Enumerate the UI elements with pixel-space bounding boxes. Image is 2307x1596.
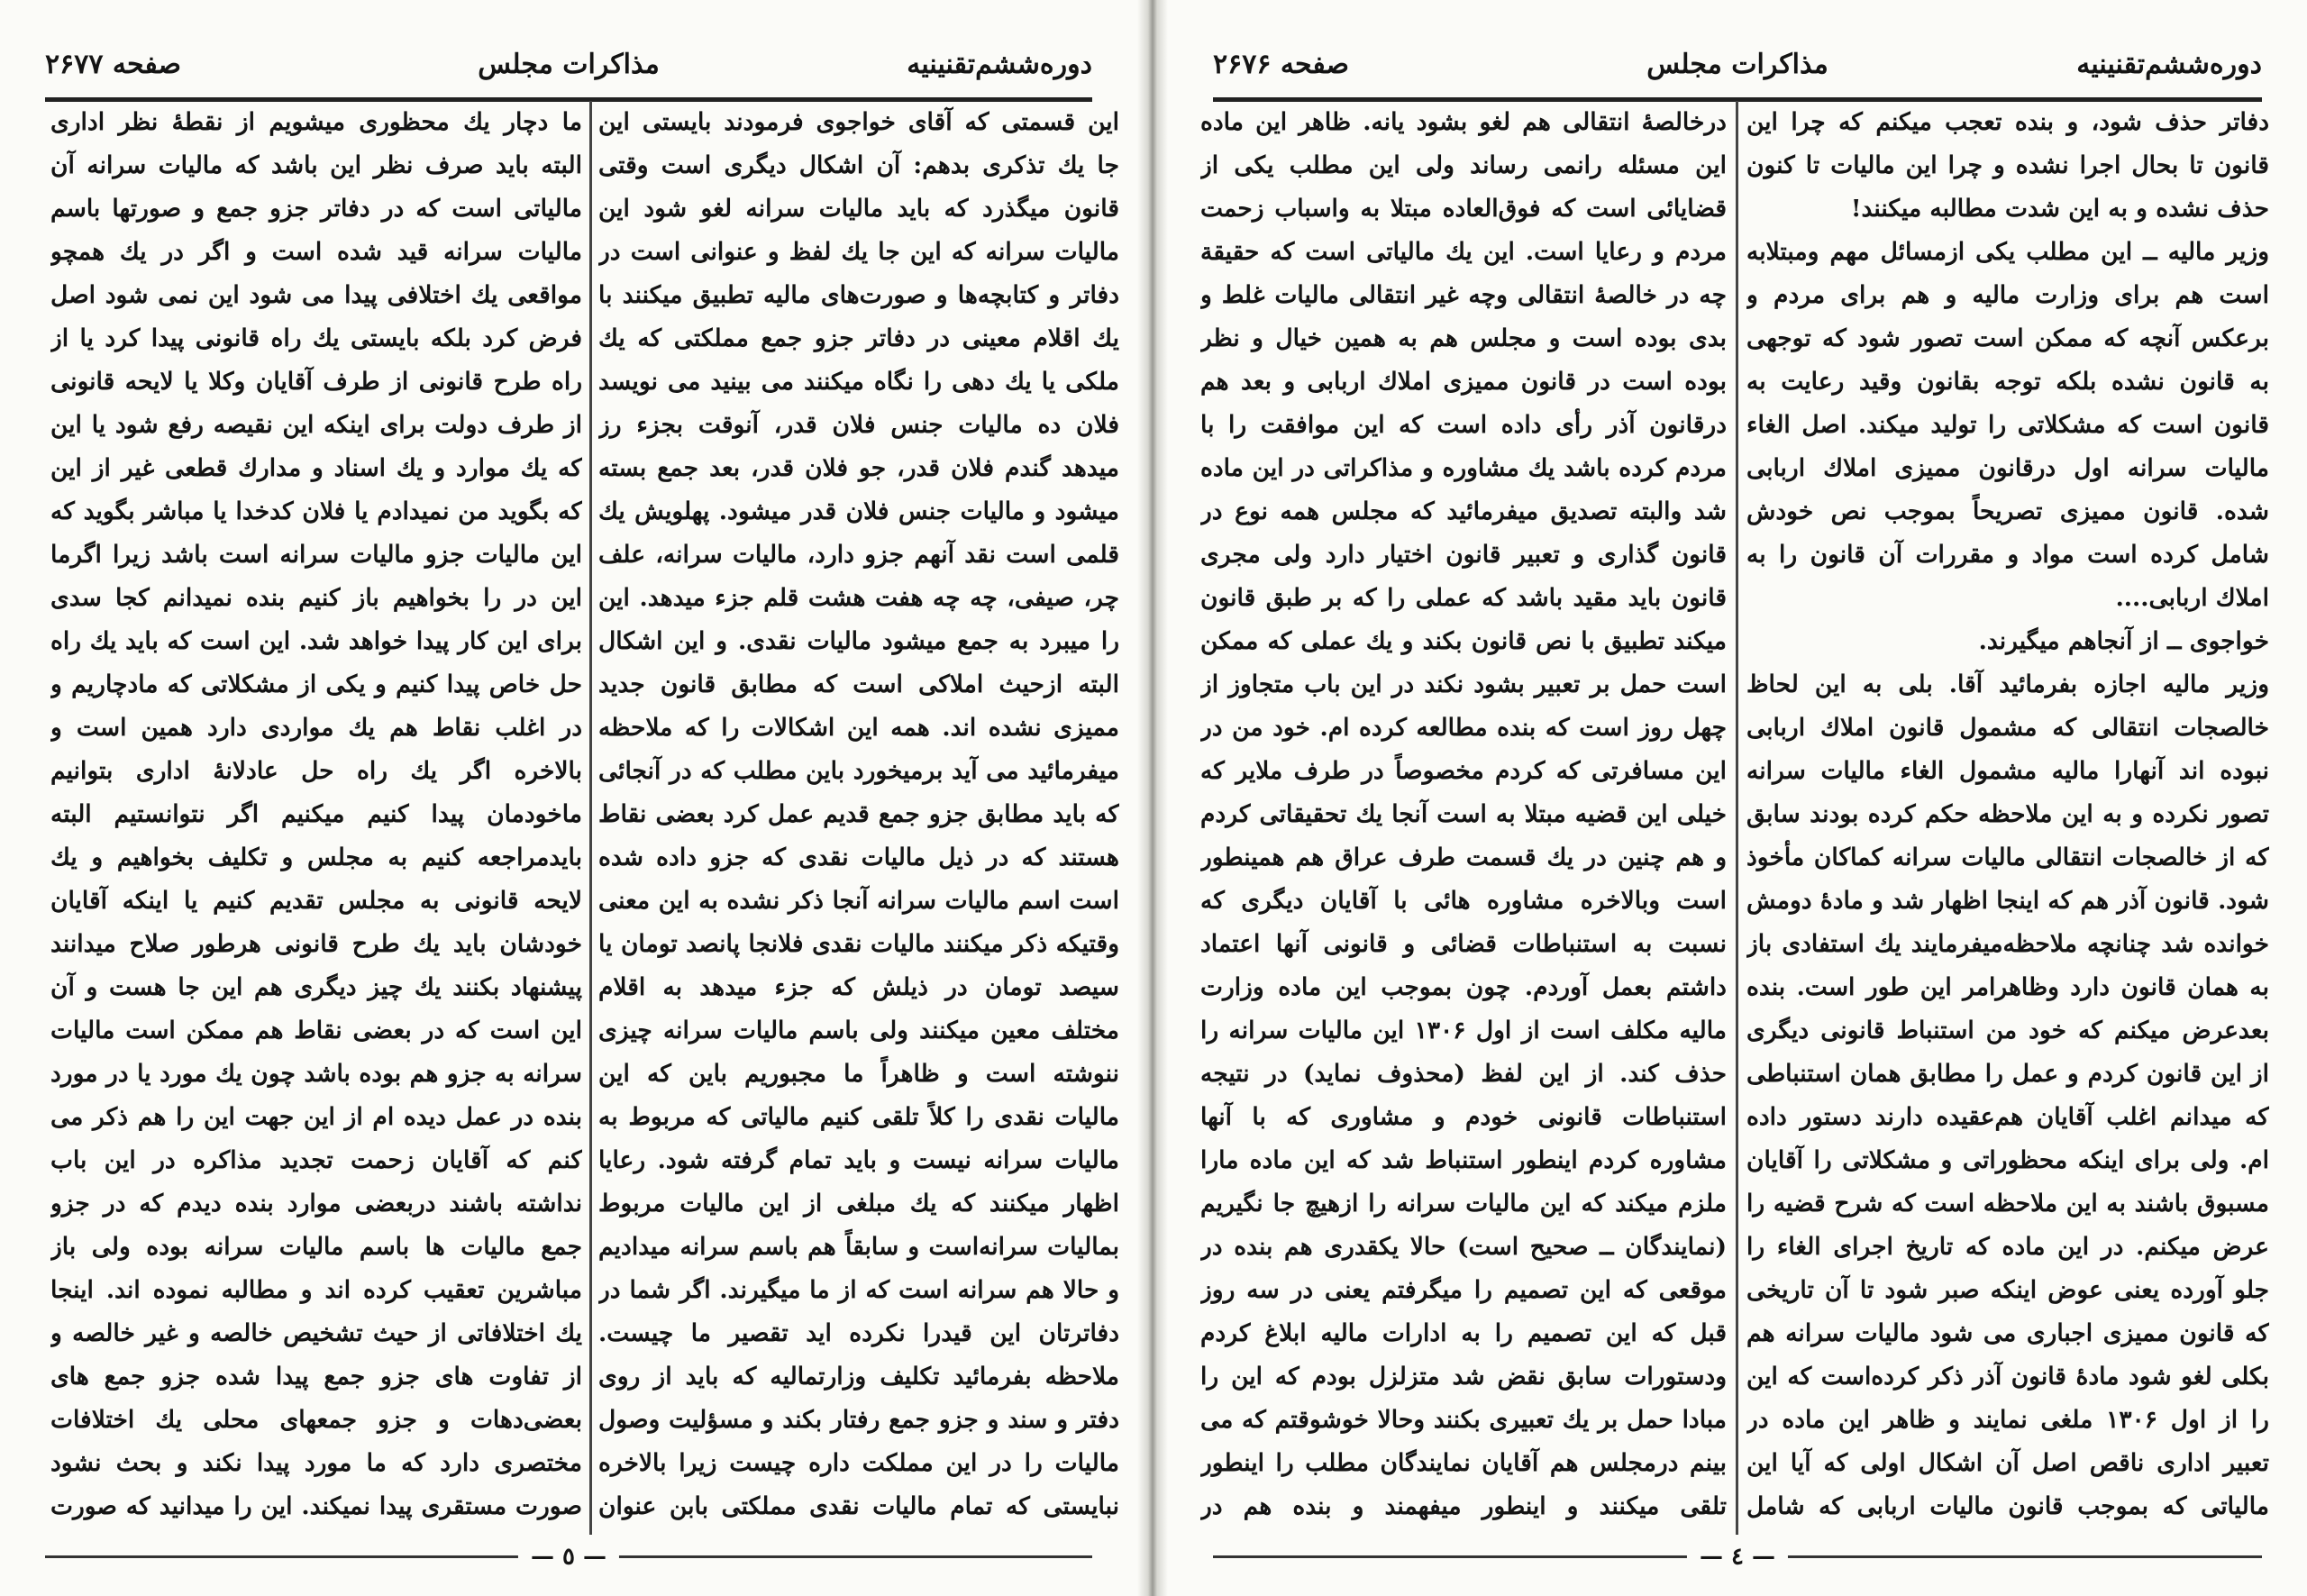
paragraph: این قسمتی که آقای خواجوی فرمودند بایستی این جا یك تذکری بدهم: آن اشکال دیگری است وقتی قانون میگذرد که باید مالیات سرانه لغو شود این مالیات سرانه که این جا یك لفظ و عنوانی است در دفاتر و کتابچه‌ها و صورت‌های مالیه تطبیق میکنند با یك اقلام معینی در دفاتر جزو جمع مملکتی که یك ملکی یا یك دهی را نگاه میکنند می بینید می نویسد فلان ده مالیات جنس فلان قدر، آنوقت بجزء رز میدهد گندم فلان قدر، جو فلان قدر، بعد جمع بسته میشود و مالیات جنس فلان قدر میشود. پهلویش یك قلمی است نقد آنهم جزو دارد، مالیات سرانه، علف چر، صیفی، چه چه هفت هشت قلم جزء میدهد. این را میبرد به جمع میشود مالیات نقدی. و این اشکال البته ازحیث املاکی است که مطابق قانون جدید ممیزی نشده اند. همه این اشکالات را که ملاحظه میفرمائید می آید برمیخورد باین مطلب که در آنجائی که باید مطابق جزو جمع قدیم عمل کرد بعضی نقاط هستند که در ذیل مالیات نقدی که جزو داده شده است اسم مالیات سرانه آنجا ذکر نشده به این معنی وقتیکه ذکر میکنند مالیات نقدی فلانجا پانصد تومان یا سیصد تومان در ذیلش که جزء میدهد به اقلام مختلف معین میکنند ولی باسم مالیات سرانه چیزی ننوشته است و ظاهراً ما مجبوریم باین که این مالیات نقدی را کلاً تلقی کنیم مالیاتی که مربوط به مالیات سرانه نیست و باید تمام گرفته شود. رعایا اظهار میکنند که یك مبلغی از این مالیات مربوط بمالیات سرانه‌است و سابقاً هم باسم سرانه میدادیم و حالا هم سرانه است که از ما میگیرند. اگر شما در دفاترتان این قیدرا نکرده اید تقصیر ما چیست. ملاحظه بفرمائید تکلیف وزارتمالیه که باید از روی دفتر و سند و جزو جمع رفتار بکند و مسؤلیت وصول مالیات را در این مملکت داره چیست زیرا بالاخره نبایستی که تمام مالیات نقدی مملکتی بابن عنوان — [598, 108, 1119, 1520]
left-page-footer — [45, 1543, 1092, 1571]
column-divider — [589, 101, 592, 1535]
paragraph: خواجوی ــ از آنجاهم میگیرند. — [1978, 627, 2269, 655]
footer-page-number: — ٥ — — [518, 1544, 619, 1571]
page-number-label: صفحه ۲۶۷۷ — [45, 49, 181, 80]
page-title: مذاکرات مجلس — [478, 49, 660, 80]
session-label: دوره‌ششم‌تقنینیه — [2076, 49, 2262, 80]
paragraph: دفاتر حذف شود، و بنده تعجب میکنم که چرا این قانون تا بحال اجرا نشده و چرا این مالیات تا کنون حذف نشده و به این شدت مطالبه میکنند! — [1746, 108, 2269, 223]
paragraph: درخالصهٔ انتقالی هم لغو بشود یانه. ظاهر این ماده این مسئله رانمی رساند ولی این مطلب یکی از قضایائی است که فوق‌العاده مبتلا به واسباب زحمت مردم و رعایا است. این یك مالیاتی است که حقیقة چه در خالصهٔ انتقالی وچه غیر انتقالی مالیات غلط و بدی بوده است و مجلس هم به همین خیال و نظر بوده است در قانون ممیزی املاك اربابی و بعد هم درقانون آذر رأی داده است که این موافقت را با مردم کرده باشد یك مشاوره و مذاکراتی در این ماده شد والبته تصدیق میفرمائید که مجلس همه نوع در قانون گذاری و تعبیر قانون اختیار دارد ولی مجری قانون باید مقید باشد که عملی را که بر طبق قانون میکند تطبیق با نص قانون بکند و یك عملی که ممکن است حمل بر تعبیر بشود نکند در این باب متجاوز از چهل روز است که بنده مطالعه کرده ام. خود من در این مسافرتی که کردم مخصوصاً در طرف ملایر که خیلی این قضیه مبتلا به است آنجا یك تحقیقاتی کردم و هم چنین در یك قسمت طرف عراق هم همینطور است وبالاخره مشاوره هائی با آقایان دیگری که نسبت به استنباطات قضائی و قانونی آنها اعتماد داشتم بعمل آوردم. چون بموجب این ماده وزارت مالیه مکلف است از اول ۱۳۰۶ این مالیات سرانه را حذف کند. از این لفظ (محذوف نماید) در نتیجه استنباطات قانونی خودم و مشاوری که با آنها مشاوره کردم اینطور استنباط شد که این ماده مارا ملزم میکند که این مالیات سرانه را ازهیچ جا نگیریم (نمایندگان ــ صحیح است) حالا یکقدری هم بنده در موقعی که این تصمیم را میگرفتم یعنی در سه روز قبل که این تصمیم را به ادارات مالیه ابلاغ کردم ودستورات سابق نقض شد متزلزل بودم که این را مبادا حمل بر یك تعبیری بکنند وحالا خوشوقتم که می بینم درمجلس هم آقایان نمایندگان مطلب را اینطور تلقی میکنند و اینطور میفهمند و بنده هم در — [1200, 108, 1727, 1520]
right-page-footer — [1213, 1543, 2262, 1571]
page-number-label: صفحه ۲۶۷۶ — [1213, 49, 1349, 80]
book-gutter — [1137, 0, 1168, 1596]
session-label: دوره‌ششم‌تقنینیه — [907, 49, 1092, 80]
left-page-column-2 — [50, 101, 582, 1524]
paragraph: وزیر مالیه اجازه بفرمائید آقا. بلی به این لحاظ خالصجات انتقالی که مشمول قانون املاك اربابی نبوده اند آنهارا مالیه مشمول الغاء مالیات سرانه تصور نکرده و به این ملاحظه حکم کرده بودند سابق که از خالصجات انتقالی مالیات سرانه کماکان مأخوذ شود. قانون آذر هم که اینجا اظهار شد و مادهٔ دومش خوانده شد چنانچه ملاحظه‌میفرمایند یك استفادی باز به همان قانون دارد وظاهرامر این طور است. بنده بعدعرض میکنم که خود من استنباط قانونی دیگری از این قانون کردم و عمل را مطابق همان استنباطی که میدانم اغلب آقایان هم‌عقیده دارند دستور داده ام. ولی برای اینکه محظوراتی و مشکلاتی را آقایان مسبوق باشند به این ملاحظه است که شرح قضیه را عرض میکنم. در این ماده که تاریخ اجرای الغاء را جلو آورده یعنی عوض اینکه صبر شود تا آن تاریخی که قانون ممیزی اجباری می شود مالیات سرانه هم بکلی لغو شود مادهٔ قانون آذر ذکر کرده‌است که این را از اول ۱۳۰۶ ملغی نمایند و ظاهر این ماده در تعبیر اداری ناقص اصل آن اشکال اولی که آیا این مالیاتی که بموجب قانون مالیات اربابی که شامل — [1746, 670, 2269, 1520]
right-page — [1168, 0, 2307, 1596]
right-page-column-2 — [1200, 101, 1727, 1524]
paragraph: وزیر مالیه ــ این مطلب یکی ازمسائل مهم ومبتلابه است هم برای وزارت مالیه و هم برای مردم و برعکس آنچه که ممکن است تصور شود که توجهی به قانون نشده بلکه توجه بقانون وقید رعایت به قانون است که مشکلاتی را تولید میکند. اصل الغاء مالیات سرانه اول درقانون ممیزی املاك اربابی شده. قانون ممیزی تصریحاً بموجب نص خودش شامل کرده است مواد و مقررات آن قانون را به املاك اربابی.... — [1746, 238, 2269, 612]
right-page-header — [1213, 40, 2262, 94]
paragraph: ما دچار یك محظوری میشویم از نقطهٔ نظر اداری البته باید صرف نظر این باشد که مالیات سرانه آن مالیاتی است که در دفاتر جزو جمع و صورتها باسم مالیات سرانه قید شده است و اگر در یك همچو مواقعی یك اختلافی پیدا می شود این نمی شود اصل فرض کرد بلکه بایستی یك راه قانونی پیدا کرد یا از راه طرح قانونی از طرف آقایان وکلا یا لایحه قانونی از طرف دولت برای اینکه این نقیصه رفع شود یا این که یك موارد و یك اسناد و مدارك قطعی غیر از این که بگوید من نمیدادم یا فلان کدخدا یا مباشر بگوید که این مالیات جزو مالیات سرانه است باشد زیرا اگرما این در را بخواهیم باز کنیم بنده نمیدانم کجا سدی برای این کار پیدا خواهد شد. این است که باید یك راه حل خاص پیدا کنیم و یکی از مشکلاتی که مادچاریم و در اغلب نقاط هم یك مواردی دارد همین است و بالاخره اگر یك راه حل عادلانهٔ اداری بتوانیم ماخودمان پیدا کنیم میکنیم اگر نتوانستیم البته بایدمراجعه کنیم به مجلس و تکلیف بخواهیم و یك لایحه قانونی به مجلس تقدیم کنیم یا اینکه آقایان خودشان باید یك طرح قانونی هرطور صلاح میدانند پیشنهاد بکنند یك چیز دیگری هم این جا هست و آن این است که در بعضی نقاط هم ممکن است مالیات سرانه به جزو هم بوده باشد چون یك مورد یا در مورد بنده در عمل دیده ام از این جهت این را هم ذکر می کنم که آقایان زحمت تجدید مذاکره در این باب نداشته باشند دربعضی موارد بنده دیدم که در جزو جمع مالیات ها باسم مالیات سرانه بوده ولی باز مباشرین تعقیب کرده اند و مطالبه نموده اند. اینجا یك اختلافاتی از حیث تشخیص خالصه و غیر خالصه و از تفاوت های جزو جمع پیدا شده جزو جمع های بعضی‌دهات و جزو جمعهای محلی یك اختلافات مختصری دارد که ما مورد پیدا نکند و بحث نشود صورت مستقری پیدا نمیکند. این را میدانید که صورت — [50, 108, 582, 1520]
footer-page-number: — ٤ — — [1687, 1544, 1788, 1571]
page-title: مذاکرات مجلس — [1646, 49, 1828, 80]
left-page-header — [45, 40, 1092, 94]
column-divider — [1736, 101, 1738, 1535]
left-page-column-1 — [598, 101, 1119, 1524]
right-page-column-1 — [1746, 101, 2269, 1524]
left-page — [0, 0, 1137, 1596]
